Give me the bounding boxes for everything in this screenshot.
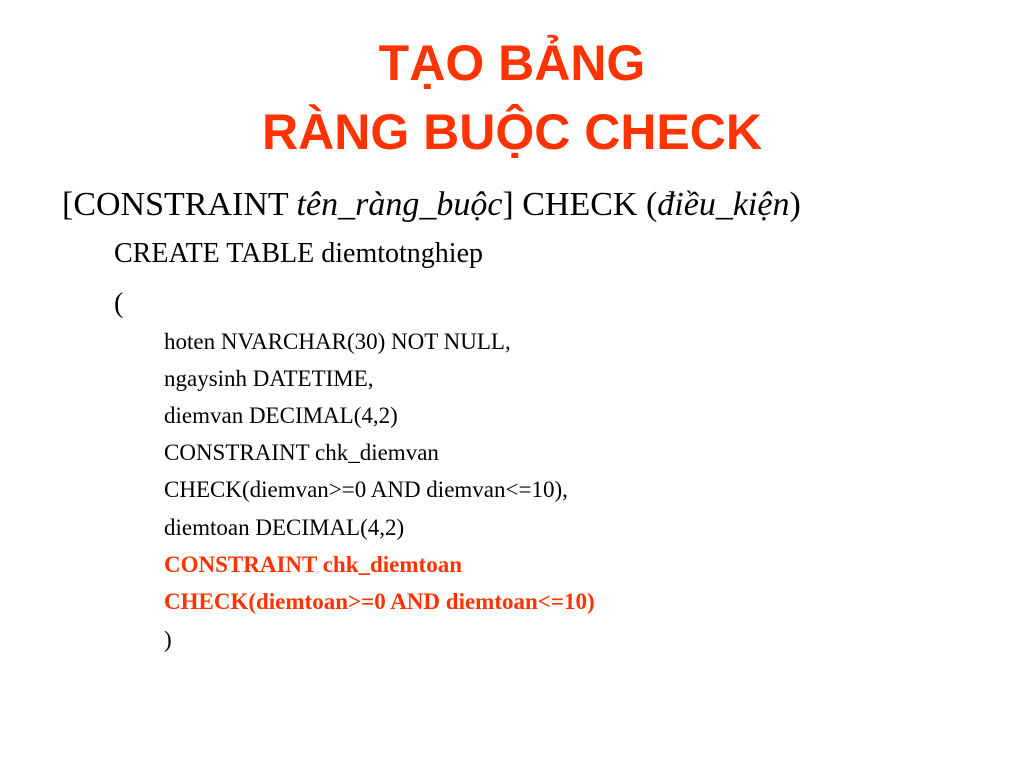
code-line: diemtoan DECIMAL(4,2)	[164, 515, 405, 540]
check-syntax-line	[62, 186, 801, 223]
create-table-line: CREATE TABLE diemtotnghiep	[114, 238, 483, 269]
code-line: hoten NVARCHAR(30) NOT NULL,	[164, 329, 511, 354]
code-line: CONSTRAINT chk_diemvan	[164, 440, 439, 465]
open-paren-line: (	[114, 288, 124, 319]
code-line-highlighted: CONSTRAINT chk_diemtoan	[164, 552, 462, 577]
close-paren-line: )	[164, 627, 172, 652]
syntax-part-1: [CONSTRAINT	[62, 186, 297, 223]
syntax-part-3: )	[789, 186, 801, 223]
code-line: diemvan DECIMAL(4,2)	[164, 403, 398, 428]
syntax-constraint-name: tên_ràng_buộc	[296, 186, 503, 223]
slide-title-line-2: RÀNG BUỘC CHECK	[262, 104, 762, 160]
syntax-condition: điều_kiện	[657, 186, 790, 223]
code-line: CHECK(diemvan>=0 AND diemvan<=10),	[164, 477, 568, 502]
slide-title-line-1: TẠO BẢNG	[378, 35, 646, 91]
code-line-highlighted: CHECK(diemtoan>=0 AND diemtoan<=10)	[164, 589, 595, 614]
code-line: ngaysinh DATETIME,	[164, 366, 374, 391]
syntax-part-2: ] CHECK (	[502, 186, 658, 223]
